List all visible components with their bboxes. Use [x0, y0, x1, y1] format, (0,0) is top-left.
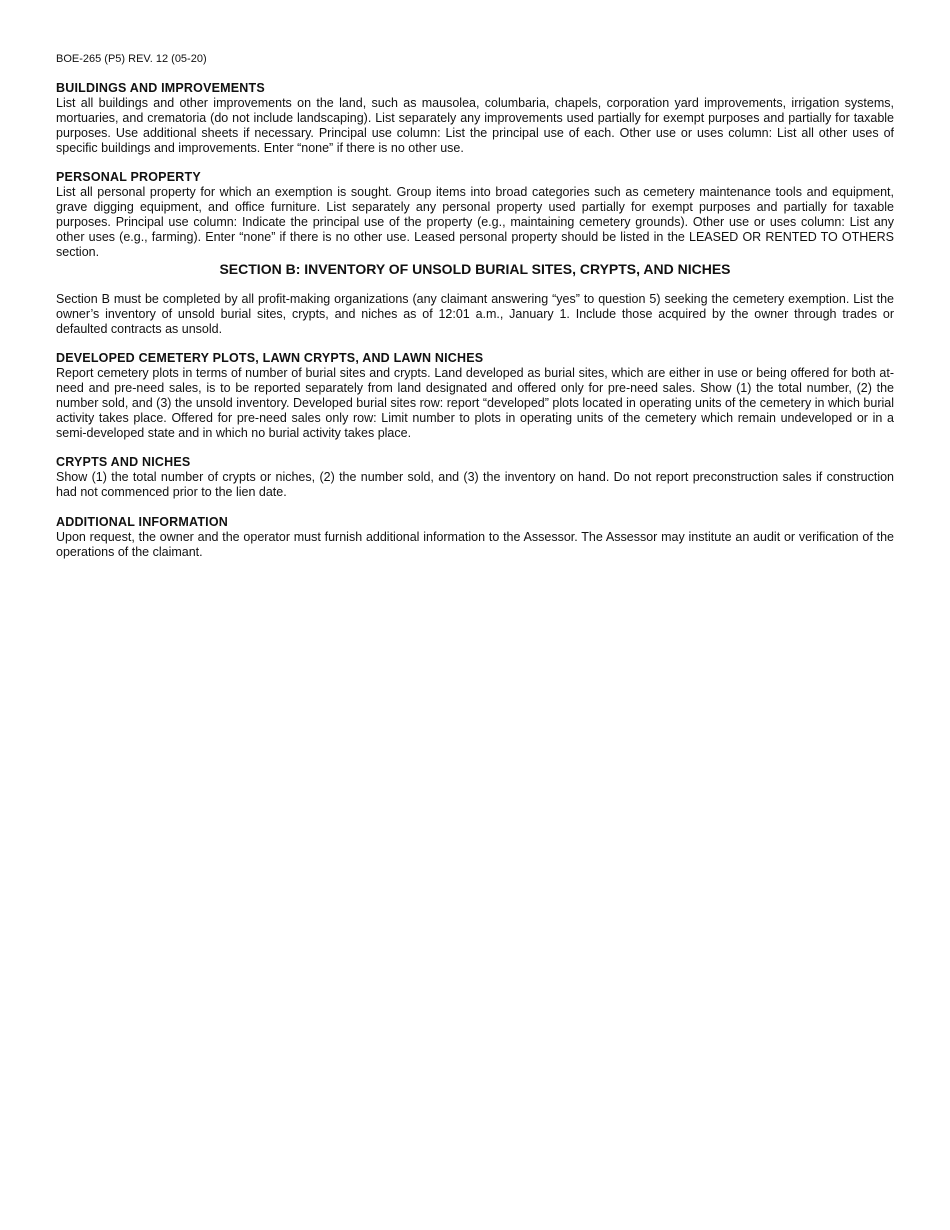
crypts-niches-body: Show (1) the total number of crypts or niches, (2) the number sold, and (3) the inventory on hand. Do not report preconstruction sales if construction had not commenced prior to the lien date.: [56, 470, 894, 499]
buildings-body: List all buildings and other improvements on the land, such as mausolea, columbaria, chapels, corporation yard improvements, irrigation systems, mortuaries, and crematoria (do not include landscaping). List separately any improvements used partially for exempt purposes and partially for taxable purposes. Use additional sheets if necessary. Principal use column: List the principal use of each. Other use or uses column: List all other uses of specific buildings and improvements. Enter “none” if there is no other use.: [56, 96, 894, 155]
crypts-niches-section: [56, 455, 894, 500]
developed-plots-section: [56, 351, 894, 441]
personal-property-heading: PERSONAL PROPERTY: [56, 170, 201, 184]
additional-info-body: Upon request, the owner and the operator must furnish additional information to the Assessor. The Assessor may institute an audit or verification of the operations of the claimant.: [56, 530, 894, 559]
buildings-section: [56, 81, 894, 156]
personal-property-section: [56, 170, 894, 260]
section-b-title: SECTION B: INVENTORY OF UNSOLD BURIAL SITES, CRYPTS, AND NICHES: [219, 261, 731, 277]
form-id: BOE-265 (P5) REV. 12 (05-20): [56, 53, 207, 65]
additional-info-section: [56, 515, 894, 560]
additional-info-heading: ADDITIONAL INFORMATION: [56, 515, 228, 529]
section-b-intro: [56, 292, 894, 337]
developed-plots-body: Report cemetery plots in terms of number of burial sites and crypts. Land developed as burial sites, which are either in use or being offered for both at-need and pre-need sales, is to be reported separately from land designated and offered only for pre-need sales. Show (1) the total number, (2) the number sold, and (3) the unsold inventory. Developed burial sites row: report “developed” plots located in operating units of the cemetery in which burial activity takes place. Offered for pre-need sales only row: Limit number to plots in operating units of the cemetery which remain undeveloped or in a semi-developed state and in which no burial activity takes place.: [56, 366, 894, 440]
buildings-heading: BUILDINGS AND IMPROVEMENTS: [56, 81, 265, 95]
crypts-niches-heading: CRYPTS AND NICHES: [56, 455, 191, 469]
section-b-intro-text: Section B must be completed by all profit-making organizations (any claimant answering “yes” to question 5) seeking the cemetery exemption. List the owner’s inventory of unsold burial sites, crypts, and niches as of 12:01 a.m., January 1. Include those acquired by the owner through trades or defaulted contracts as unsold.: [56, 292, 894, 336]
developed-plots-heading: DEVELOPED CEMETERY PLOTS, LAWN CRYPTS, AND LAWN NICHES: [56, 351, 484, 365]
personal-property-body: List all personal property for which an exemption is sought. Group items into broad categories such as cemetery maintenance tools and equipment, grave digging equipment, and office furniture. List separately any personal property used partially for exempt purposes and partially for taxable purposes. Principal use column: Indicate the principal use of the property (e.g., maintaining cemetery grounds). Other use or uses column: List any other uses (e.g., farming). Enter “none” if there is no other use. Leased personal property should be listed in the LEASED OR RENTED TO OTHERS section.: [56, 185, 894, 259]
